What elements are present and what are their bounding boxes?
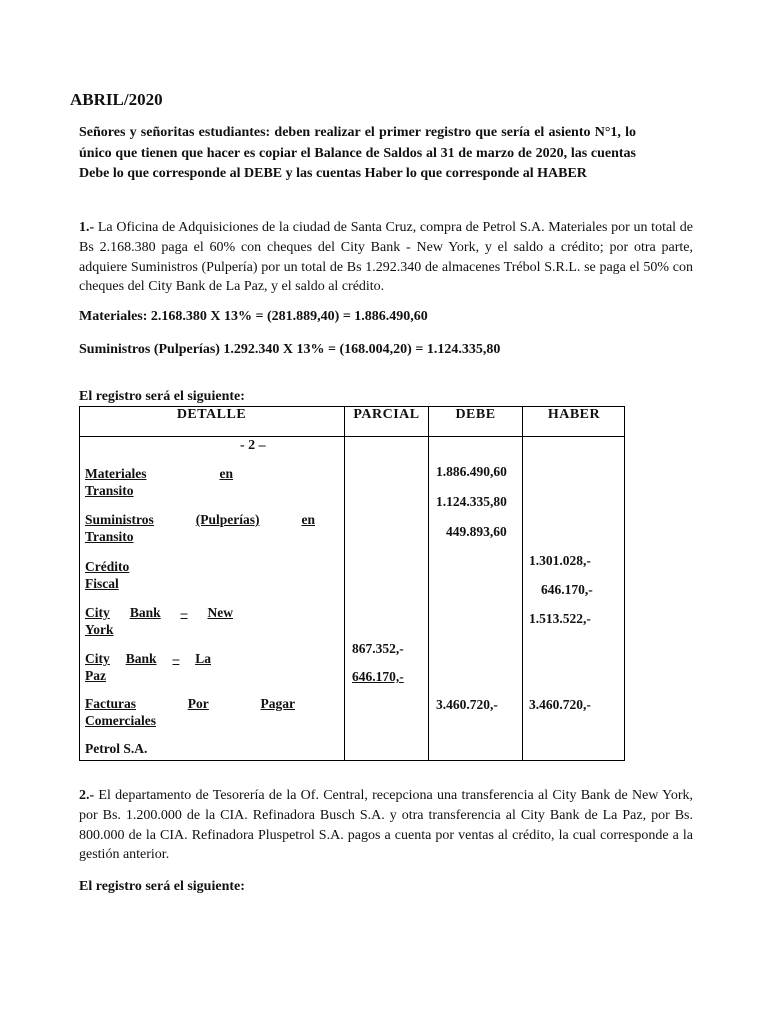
header-divider [79,436,625,437]
haber-amount: 1.513.522,- [529,611,591,626]
problem-2-number: 2.- [79,788,95,803]
account-city-bank-lp: City Bank – La Paz [85,651,211,683]
haber-amount: 646.170,- [541,582,593,597]
instructions-paragraph: Señores y señoritas estudiantes: deben realizar el primer registro que sería el asiento N°1, lo único que tienen que hacer es copiar el Balance de Saldos al 31 de marzo de 2020, las cuentas Debe lo que corresponde al DEBE y las cuentas Haber lo que corresponde al HABER [79,125,636,181]
account-materiales: Materiales en Transito [85,466,233,498]
column-divider [522,406,523,761]
haber-amount: 1.301.028,- [529,553,591,568]
parcial-amount: 646.170,- [352,669,404,684]
account-facturas: Facturas Por Pagar Comerciales [85,696,295,728]
header-parcial: PARCIAL [353,407,420,422]
debe-amount: 449.893,60 [446,524,507,539]
problem-2-text: El departamento de Tesorería de la Of. Central, recepciona una transferencia al City Bank de New York, por Bs. 1.200.000 de la CIA. Refinadora Busch S.A. y otra transferencia al City Bank de La Paz, por Bs. 800.000 de la CIA. Refinadora Pluspetrol S.A. pagos a cuenta por ventas al crédito, la cual corresponde a la gestión anterior. [79,788,693,863]
registro-label: El registro será el siguiente: [79,389,245,404]
column-divider [428,406,429,761]
account-city-bank-ny: City Bank – New York [85,605,233,637]
debe-amount: 1.886.490,60 [436,464,507,479]
account-credito-fiscal: Crédito Fiscal [85,559,130,591]
account-suministros: Suministros (Pulperías) en Transito [85,512,315,544]
debe-amount: 1.124.335,80 [436,494,507,509]
header-haber: HABER [547,407,601,422]
registro-label-2: El registro será el siguiente: [79,879,245,894]
problem-1 [79,218,693,297]
calc-suministros: Suministros (Pulperías) 1.292.340 X 13% = (168.004,20) = 1.124.335,80 [79,342,501,357]
problem-2 [79,786,693,865]
calc-materiales: Materiales: 2.168.380 X 13% = (281.889,40) = 1.886.490,60 [79,309,428,324]
header-detalle: DETALLE [176,407,247,422]
entry-number: - 2 – [240,438,266,453]
problem-1-text: La Oficina de Adquisiciones de la ciudad de Santa Cruz, compra de Petrol S.A. Materiales por un total de Bs 2.168.380 paga el 60% con cheques del City Bank - New York, y el saldo a crédito; por otra parte, adquiere Suministros (Pulpería) por un total de Bs 1.292.340 de almacenes Trébol S.R.L. se paga el 50% con cheques del City Bank de La Paz, y el saldo al crédito. [79,220,693,295]
header-debe: DEBE [455,407,496,422]
haber-amount: 3.460.720,- [529,697,591,712]
account-petrol: Petrol S.A. [85,741,148,756]
column-divider [344,406,345,761]
page-title: ABRIL/2020 [70,90,163,109]
problem-1-number: 1.- [79,220,95,235]
parcial-amount: 867.352,- [352,641,404,656]
debe-amount: 3.460.720,- [436,697,498,712]
